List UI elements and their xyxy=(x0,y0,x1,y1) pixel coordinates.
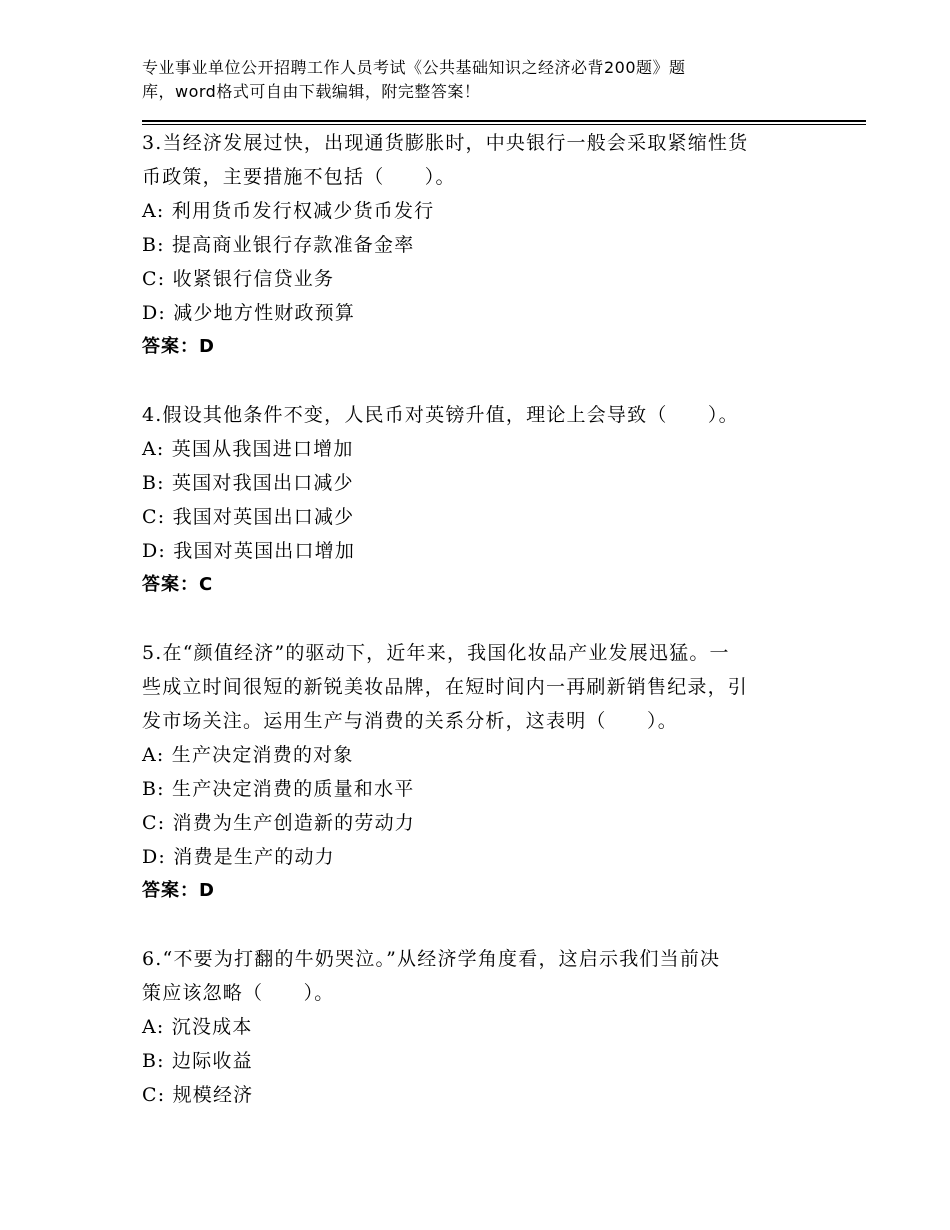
answer-label: 答案：C xyxy=(142,574,214,595)
option-a: A: 生产决定消费的对象 xyxy=(142,744,354,766)
option-d: D: 减少地方性财政预算 xyxy=(142,302,356,324)
question-3 xyxy=(142,126,822,364)
document-header xyxy=(142,56,782,104)
header-line-1: 专业事业单位公开招聘工作人员考试《公共基础知识之经济必背200题》题 xyxy=(142,58,686,77)
question-6 xyxy=(142,942,822,1112)
option-a: A: 利用货币发行权减少货币发行 xyxy=(142,200,435,222)
option-b: B: 英国对我国出口减少 xyxy=(142,472,354,494)
option-c: C: 我国对英国出口减少 xyxy=(142,506,355,528)
question-stem-line: 4.假设其他条件不变，人民币对英镑升值，理论上会导致（ ）。 xyxy=(142,404,739,426)
option-d: D: 消费是生产的动力 xyxy=(142,846,335,868)
header-divider-thin xyxy=(142,124,866,125)
question-stem-line: 6.“不要为打翻的牛奶哭泣。”从经济学角度看，这启示我们当前决 xyxy=(142,948,721,970)
question-stem-line: 发市场关注。运用生产与消费的关系分析，这表明（ ）。 xyxy=(142,710,678,732)
option-b: B: 提高商业银行存款准备金率 xyxy=(142,234,415,256)
question-4 xyxy=(142,398,822,602)
header-line-2: 库，word格式可自由下载编辑，附完整答案！ xyxy=(142,82,481,101)
option-c: C: 消费为生产创造新的劳动力 xyxy=(142,812,415,834)
option-b: B: 生产决定消费的质量和水平 xyxy=(142,778,415,800)
option-d: D: 我国对英国出口增加 xyxy=(142,540,356,562)
question-list xyxy=(142,126,822,1146)
option-c: C: 收紧银行信贷业务 xyxy=(142,268,335,290)
question-stem-line: 策应该忽略（ ）。 xyxy=(142,982,335,1004)
question-stem-line: 些成立时间很短的新锐美妆品牌，在短时间内一再刷新销售纪录，引 xyxy=(142,676,749,698)
question-stem-line: 币政策，主要措施不包括（ ）。 xyxy=(142,166,456,188)
answer-label: 答案：D xyxy=(142,880,215,901)
answer-label: 答案：D xyxy=(142,336,215,357)
header-divider-thick xyxy=(142,120,866,122)
option-b: B: 边际收益 xyxy=(142,1050,253,1072)
option-c: C: 规模经济 xyxy=(142,1084,254,1106)
option-a: A: 沉没成本 xyxy=(142,1016,253,1038)
question-5 xyxy=(142,636,822,908)
option-a: A: 英国从我国进口增加 xyxy=(142,438,354,460)
question-stem-line: 5.在“颜值经济”的驱动下，近年来，我国化妆品产业发展迅猛。一 xyxy=(142,642,730,664)
question-stem-line: 3.当经济发展过快，出现通货膨胀时，中央银行一般会采取紧缩性货 xyxy=(142,132,749,154)
